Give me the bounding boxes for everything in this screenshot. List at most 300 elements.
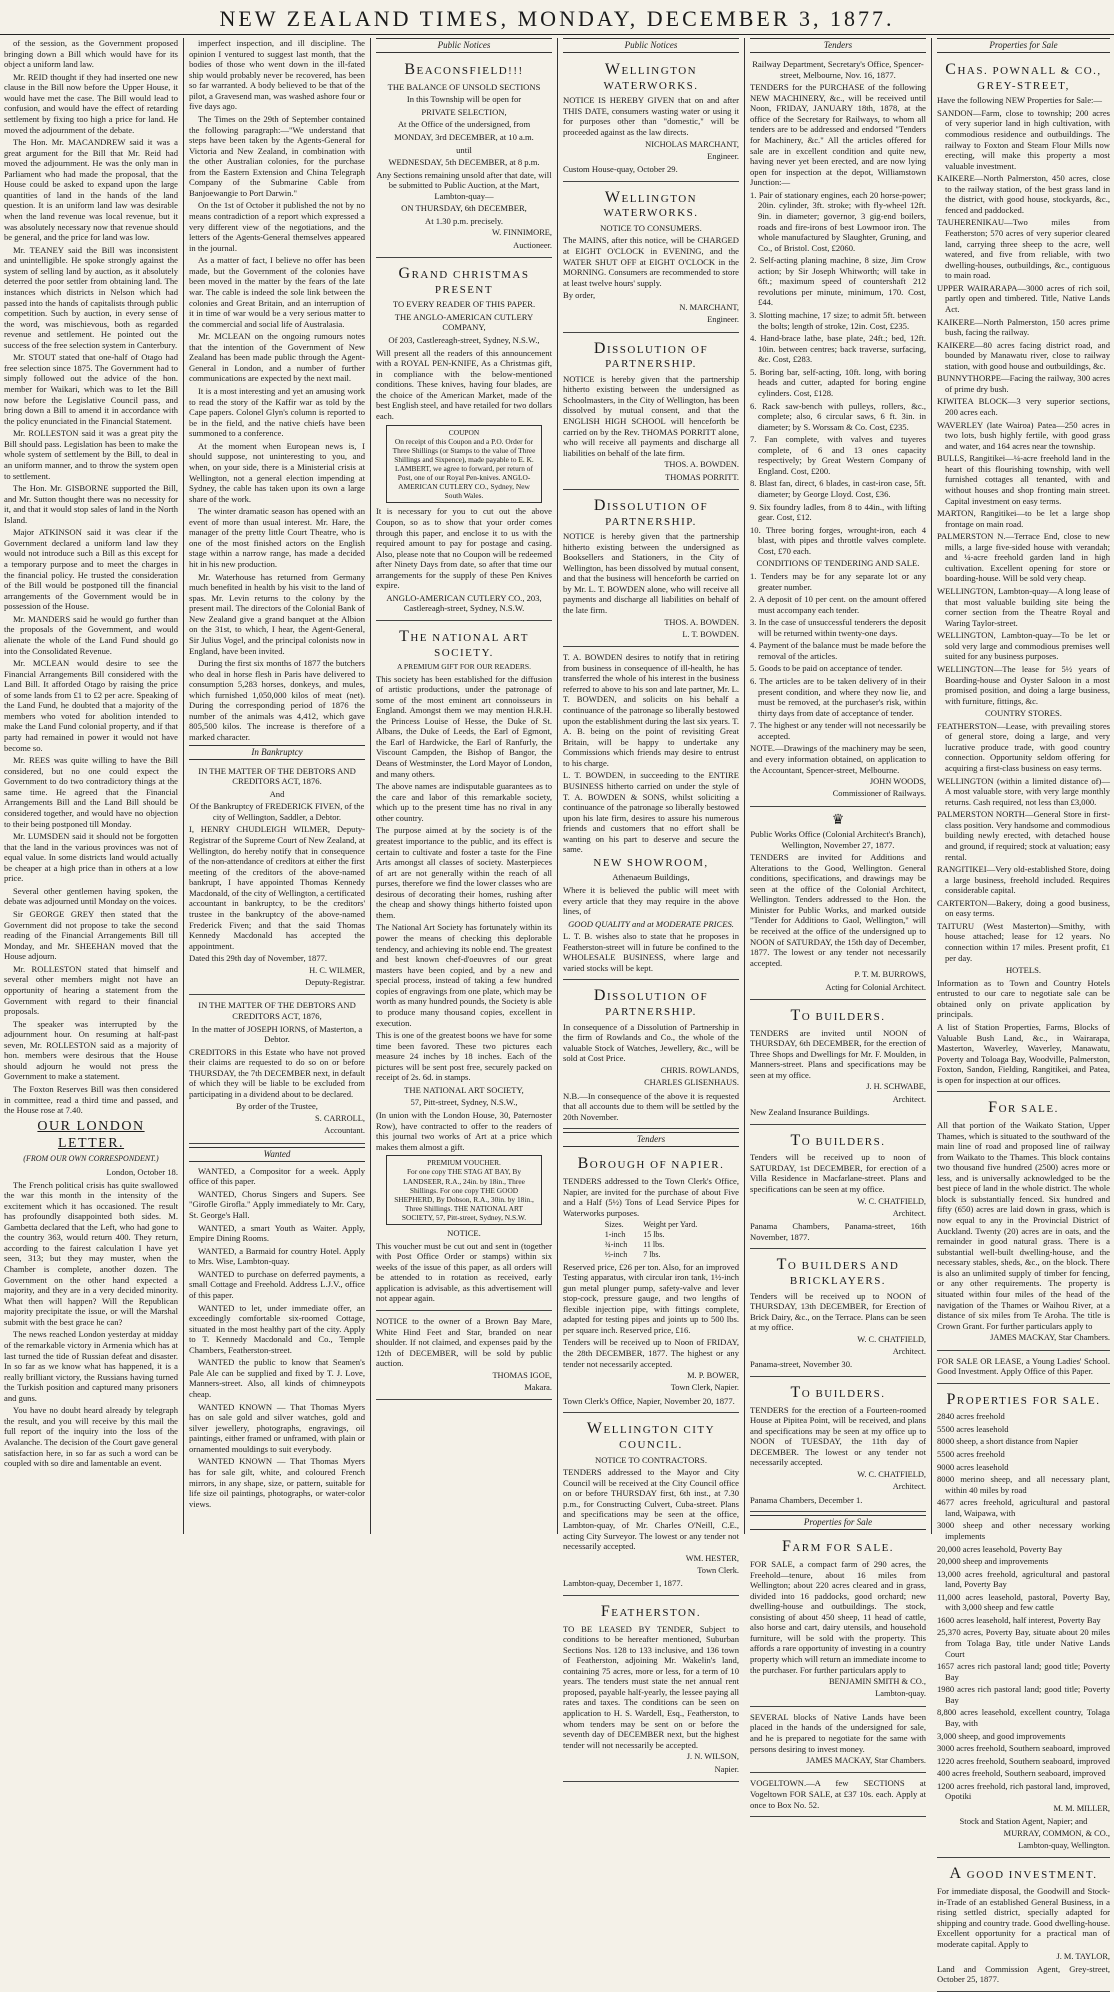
ad-title: WELLINGTON CITY COUNCIL. [586,1420,716,1452]
notice-text: This voucher must be cut out and sent in (together with Post Office Order or stamps) within six weeks of the issue of this paper, as all orders will be attended to in rotation as received, early application is advisable, as this advertisement will not appear again. [376,1240,552,1304]
ad-signature: W. C. CHATFIELD, [857,1470,926,1480]
napier-properties-ad [937,1387,1110,1859]
wanted-ad: WANTED, Chorus Singers and Supers. See "Girofle Girofla." Apply immediately to Mr. Cary, St. George's Hall. [189,1188,365,1220]
ad-line: THE BALANCE OF UNSOLD SECTIONS [387,81,541,92]
builders-tender-schwabe [750,1003,926,1125]
property-item: BUNNYTHORPE—Facing the railway, 300 acres of prime dry bush. [937,373,1110,394]
crown-emblem-icon: ♛ [831,812,845,828]
country-stores-list [937,721,1110,963]
brown-mare-notice [376,1314,552,1400]
property-item: 1657 acres rich pastoral land; good title; Poverty Bay [937,1661,1110,1682]
ad-role: Engineer. [707,151,739,161]
ad-role: Engineer. [707,315,739,325]
property-item: 3000 acres freehold, Southern seaboard, improved [937,1743,1111,1754]
ad-department: Railway Department, Secretary's Office, Spencer-street, Melbourne, Nov. 16, 1877. [752,59,924,80]
ad-role: Architect. [892,1347,926,1357]
ad-line: ON THURSDAY, 6th DECEMBER, [401,203,527,214]
notice-role: Deputy-Registrar. [305,978,365,988]
machinery-item: 1. Pair of stationary engines, each 20 horse-power; 20in. cylinder, 3ft. stroke; with fly-wheel 12ft. 9in. in diameter; governor, 3 gig-end boilers, roads and fire-irons of best Lowmoor iron. The whole manufactured by Slaughter, Gruning, and Co., of Bristol. Cost, £2060. [750,189,926,253]
ad-subtitle: NOTICE TO CONTRACTORS. [595,1454,707,1465]
wanted-ad: WANTED, a Compositor for a week. Apply office of this paper. [189,1165,365,1187]
ad-body: TO BE LEASED BY TENDER, Subject to conditions to be hereafter mentioned, Suburban Sections Nos. 128 to 133 inclusive, and 136 town of Featherston, adjoining Mr. Wakelin's land, containing 75 acres, more or less, for a term of 10 years. The tenders must state the net annual rent proposed, payable half-yearly, the lessee paying all rates and taxes. The conditions can be seen on application to H. S. Wardell, Esq., Featherston, to whom tenders may be sent on or before the seventh day of DECEMBER next, but the highest tender will not necessarily be accepted. [563,1623,739,1750]
ad-place: New Zealand Insurance Buildings. [750,1107,870,1118]
machinery-list [750,190,926,557]
property-item: 25,370 acres, Poverty Bay, situate about 20 miles from Tolaga Bay, title under Native Lands Court [937,1627,1110,1659]
ad-body: TENDERS addressed to the Town Clerk's Office, Napier, are invited for the purchase of about Five and a Half (5½) Tons of Lead Service Pipes for Waterworks purposes. [563,1175,739,1218]
wanted-ad: WANTED, a Barmaid for country Hotel. Apply to Mrs. Wise, Lambton-quay. [189,1245,365,1267]
article-paragraph: Sir GEORGE GREY then stated that the Government did not propose to take the second reading of the Financial Arrangements Bill till Monday, and Mr. SHEEHAN moved that the House adjourn. [4,909,178,962]
ad-body: Reserved price, £26 per ton. Also, for an improved Testing apparatus, with circular iron tank, 1½-inch gun metal plunger pump, safety-valve and lever stop-cock, pressure gauge, and two lengths of flexible injection pipe, with fittings complete, adapted for testing pipes and joints up to 500 lbs. per square inch. Reserved price, £16. [563,1261,739,1335]
ad-role: Town Clerk, Napier. [670,1383,739,1393]
waterworks-consumers-notice [563,185,739,333]
property-item: WELLINGTON—The lease for 5½ years of Boarding-house and Oyster Saloon in a most promised position, and doing a large business, with furniture, fittings, &c. [937,663,1110,706]
ad-line: In this Township will be open for [406,94,522,105]
ad-signature: THOMAS IGOE, [492,1370,552,1380]
ad-line: At 1.30 p.m. precisely. [425,215,503,226]
property-item: 20,000 acres leasehold, Poverty Bay [937,1543,1063,1554]
article-paragraph: Mr. MCLEAN on the ongoing rumours notes that the intention of the Government of New Zealand has been made public through the Agent-General in London, and a number of further communications are expected by the next mail. [189,331,365,384]
ad-by-order: By order, [563,290,596,301]
parliament-report [4,38,178,1116]
ad-place: Makara. [524,1383,552,1393]
ad-title: CHAS. POWNALL & CO., GREY-STREET, [945,61,1102,92]
column-3 [376,38,552,1534]
article-paragraph: Mr. MANDERS said he would go further than the proposals of the Government, and would alienate the whole of the Land Fund should go into the Consolidated Revenue. [4,613,178,656]
ad-place: Panama-street, November 30. [750,1359,853,1370]
article-paragraph: The Hon. Mr. GISBORNE supported the Bill, and Mr. Sutton thought there was no necessity for it, and that it would stop sales of land in the North Island. [4,483,178,525]
ad-body: NOTICE is hereby given that the partnership hitherto existing between the undersigned as Booksellers and Stationers, in the City of Wellington, has been dissolved by mutual consent, and that the business will henceforth be carried on by Mr. L. T. BOWDEN alone, who will receive all payments and discharge all liabilities on behalf of the late firm. [563,531,739,615]
notice-body: I, HENRY CHUDLEIGH WILMER, Deputy-Registrar of the Supreme Court of New Zealand, at Wellington, do hereby notify that in consequence of the non-attendance of creditors at either the first meeting of the creditors of the above-named bankrupt, I have appointed Thomas Kennedy Macdonald, of the city of Wellington, a certificated accountant in bankruptcy, to be the creditors' trustee in the bankruptcy of the above-named Frederick Fiven; and that the said Thomas Kennedy Macdonald has accepted the appointment. [189,824,365,951]
napier-borough-tender [563,1151,739,1413]
ad-paragraph: This is one of the greatest boons we have for some time been favored. These two pictures each measure 24 inches by 18 inches. Each of the pictures will be sent post free, securely packed on receipt of 2s. 6d. in stamps. [376,1030,552,1083]
ad-title: PROPERTIES FOR SALE. [946,1390,1101,1408]
ad-signature: NICHOLAS MARCHANT, [645,139,739,149]
ad-title: BOROUGH OF NAPIER. [577,1155,725,1173]
ad-body: It is necessary for you to cut out the above Coupon, so as to show that your order comes through this paper, and enclose it to us with the required amount to pay for postage and casing. Also, please note that no Coupon will be redeemed after Ninety Days from date, so after that time our arrangements for the supply of these Pen Knives expire. [376,506,552,591]
coupon-box [386,425,542,504]
wanted-section-header: Wanted [189,1147,365,1162]
wanted-ads [189,1166,365,1509]
wanted-ad: WANTED to let, under immediate offer, an exceedingly comfortable six-roomed Cottage, situated in the most healthy part of the city. Apply to T. Kennedy Macdonald and Co., Temple Chambers, Featherston-street. [189,1302,365,1355]
wanted-ad: WANTED KNOWN — That Thomas Myers has on sale gold and silver watches, gold and silver jewellery, photographs, engravings, oil paintings, either framed or unframed, with plain or ornamented mouldings to suit everybody. [189,1401,365,1454]
national-art-society-ad [376,624,552,1311]
ladies-school-ad [937,1354,1110,1384]
ad-signature: CHARLES GLISENHAUS. [644,1078,739,1088]
condition-item: 4. Payment of the balance must be made before the removal of the articles. [750,640,926,661]
gaol-additions-tender [750,810,926,1000]
article-paragraph: As a matter of fact, I believe no offer has been made, but the Government of the colonies have been moved in the matter by the fears of the late war. The cable is indeed the sole link between the colonies and Great Britain, and an interruption of it in time of war would be a very serious matter to the commercial and social life of Australasia. [189,255,365,329]
article-paragraph: Mr. MCLEAN would desire to see the Financial Arrangements Bill considered with the Land Bill. It afforded Otago by raising the price of some lands from £1 to £2 per acre. Speaking of the Land Fund, he doubted that a majority of the members who voted for abolition intended to make the Land Fund colonial property, and if that party had remained in power it would not have become so. [4,658,178,753]
ad-place: Panama Chambers, Panama-street, 16th November, 1877. [750,1221,926,1242]
condition-item: 6. The articles are to be taken delivery of in their present condition, and where they now lie, and must be removed, at the purchaser's risk, within thirty days from date of acceptance of tender. [750,676,926,718]
condition-item: 5. Goods to be paid on acceptance of tender. [750,663,903,674]
farm-for-sale-ad [750,1534,926,1707]
native-lands-ad [750,1710,926,1774]
table-row [597,1220,705,1230]
ad-subtitle: A PREMIUM GIFT FOR OUR READERS. [396,662,532,672]
table-cell: 7 lbs. [643,1249,661,1259]
tenders-section-header: Tenders [563,1132,739,1147]
property-item: 8000 merino sheep, and all necessary plant, within 40 miles by road [937,1474,1110,1495]
bankruptcy-section-header: In Bankruptcy [189,745,365,760]
society-address: 57, Pitt-street, Sydney, N.S.W., [410,1097,518,1108]
hotels-text: A list of Station Properties, Farms, Blocks of Valuable Bush Land, &c., in Wairarapa, Masterton, Waverley, Waverley, Manawatu, Poverty and Toloaga Bay, Woodville, Palmerston, Foxton, Sandon, Fielding, Rangitikei, and Patea, is open for inspection at our offices. [937,1021,1110,1085]
ad-title: GRAND CHRISTMAS PRESENT [398,265,530,296]
property-item: 1980 acres rich pastoral land; good title; Poverty Bay [937,1684,1110,1705]
ad-line: WEDNESDAY, 5th DECEMBER, at 8 p.m. [388,157,540,168]
dissolution-rowlands [563,983,739,1129]
ad-line: until [456,144,472,155]
bowden-showroom-ad [563,650,739,980]
table-cell: ½-inch [604,1249,628,1259]
article-paragraph: On the 1st of October it published the not by no means contradiction of a report which expressed a very different view of the negotiations, and the letters of the Agents-General themselves appeared in the journal. [189,200,365,253]
ad-body: Tenders will be received up to Noon of FRIDAY, the 28th DECEMBER, 1877. The highest or any tender not necessarily accepted. [563,1337,739,1369]
column-2 [189,38,365,1534]
ad-body: NOTICE is hereby given that the partnership hitherto existing between the undersigned as Schoolmasters, in the City of Wellington, has been dissolved by mutual consent, and that the ENGLISH HIGH SCHOOL will henceforth be carried on by the Rev. THOMAS PORRITT alone, who will receive all payments and discharge all liabilities on behalf of the late firm. [563,373,739,458]
featherston-lease-tender [563,1599,739,1782]
railway-machinery-tender [750,57,926,807]
waterworks-notice [563,57,739,182]
ad-subtitle: NOTICE TO CONSUMERS. [600,222,702,233]
article-paragraph: Mr. STOUT stated that one-half of Otago had free selection since 1875. The Government had to simply followed out the advice of the hon. member for Waikari, which was to let the Bill now before the Legislative Council pass, and bring down a Bill to amend it in accordance with the policy enunciated in the Financial Statement. [4,352,178,426]
conditions-list [750,571,926,741]
builders-tender-pipitea [750,1380,926,1512]
hotels-text: Information as to Town and Country Hotels entrusted to our care to negotiate sale can be obtained only on private application by principals. [937,977,1110,1020]
notice-signature: S. CARROLL, [314,1114,365,1124]
notice-title: IN THE MATTER OF THE DEBTORS AND CREDITORS ACT, 1876. [198,765,356,787]
property-item: MARTON, Rangitikei—to be let a large shop frontage on main road. [937,508,1110,529]
property-item: UPPER WAIRARAPA—3000 acres of rich soil, partly open and timbered. Title, Native Lands Act. [937,282,1110,314]
masthead-title: NEW ZEALAND TIMES, MONDAY, DECEMBER 3, 1877. [219,6,895,31]
ad-body: TENDERS addressed to the Mayor and City Council will be received at the City Council office on or before THURSDAY first, 6th inst., at 7.30 p.m., for Constructing Culvert, Cuba-street. Plans and specifications may be seen at the office, Lambton-quay, of Mr. Charles O'Neill, C.E., acting City Surveyor. The lowest or any tender not necessarily accepted. [563,1467,739,1552]
ad-title: BEACONSFIELD!!! [404,61,524,79]
ad-body: VOGELTOWN.—A few SECTIONS at Vogeltown FOR SALE, at £37 10s. each. Apply at once to Box No. 52. [750,1778,926,1810]
ad-intro: Have the following NEW Properties for Sale:— [937,95,1102,106]
ad-body [376,674,552,1083]
ad-slogan: GOOD QUALITY and at MODERATE PRICES. [568,918,734,929]
ad-body: T. A. BOWDEN desires to notify that in retiring from business in consequence of ill-health, he has transferred the whole of his interest in the business referred to above to his son and late partner, Mr. L. T. BOWDEN, and solicits on his behalf a continuance of the patronage so liberally bestowed upon the establishment during the last six years. T. A. B. being on the point of revisiting Great Britain, will be happy to undertake any Commissions which friends may desire to entrust to his charge. [563,652,739,768]
london-letter-title: OUR LONDON LETTER. [37,1118,145,1151]
ad-body: L. T. BOWDEN, in succeeding to the ENTIRE BUSINESS hitherto carried on under the style of T. A. BOWDEN & SONS, whilst soliciting a continuance of the patronage so liberally bestowed upon his late firm, desires to assure his numerous friends and customers that no effort shall be wanting on his part to deserve and secure the same. [563,770,739,855]
ad-title: TO BUILDERS. [790,1006,886,1024]
ad-title: FEATHERSTON. [600,1602,702,1620]
voucher-text: For one copy THE STAG AT BAY, By LANDSEER, R.A., 24in. by 18in., Three Shillings. For one copy THE GOOD SHEPHERD, By Dobson, R.A., 30in. by 18in., Three Shillings. THE NATIONAL ART SOCIETY, 57, Pitt-street, Sydney, N.S.W. [394,1167,534,1222]
table-row [597,1230,705,1240]
ad-signature: J. N. WILSON, [686,1752,739,1762]
property-list [937,108,1110,706]
country-stores-heading: COUNTRY STORES. [985,708,1062,719]
property-list [937,1411,1110,1802]
property-item: KAIKERE—80 acres facing district road, and bounded by Manawatu river, close to railway station, with good house and outbuildings, &c. [937,339,1110,371]
ad-signature: W. C. CHATFIELD, [857,1334,926,1344]
ad-body: TENDERS are invited until NOON of THURSDAY, 6th DECEMBER, for the erection of Three Shops and Dwellings for Mr. F. Moulden, in Manners-street. Plans and specifications may be seen at my office. [750,1027,926,1080]
ad-address: Of 203, Castlereagh-street, Sydney, N.S.W., [388,335,540,346]
table-cell: 1-inch [604,1230,626,1240]
ad-title: TO BUILDERS AND BRICKLAYERS. [776,1256,900,1287]
ad-title: TO BUILDERS. [790,1383,886,1401]
ad-signature: N. MARCHANT, [679,302,739,312]
ad-body: For immediate disposal, the Goodwill and Stock-in-Trade of an established General Business, in a rising settled district, specially adapted for shipping and country trade. Good dwelling-house. Excellent opportunity for a practical man of moderate capital. Apply to [937,1886,1110,1949]
waikato-station-ad [937,1095,1110,1350]
ad-body: All that portion of the Waikato Station, Upper Thames, which is situated to the southward of the main line of road and proposed line of railway from Waikato to the Thames. This block contains two thousand five hundred (2500) acres more or less, and is universally acknowledged to be the best piece of land in the whole district. The whole block is substantially fenced. Six hundred and fifty (650) acres are laid down in grass, which is now equal to any in the Provincial District of Auckland. Twenty (20) acres are in oats, and the remainder in good natural grass. There is a substantial well-built dwelling-house, and the necessary stables, sheds, &c., on the block. There is also an unlimited supply of timber for fencing, or any other requirements. The property is situated within four miles of the head of the navigation of the Thames or Waihou River, at a distance of six miles from Te Aroha. The title is Crown Grant. For further particulars apply to [937,1119,1110,1331]
article-paragraph: Mr. ROLLESTON said it was a great pity the Bill should pass. Legislation has been to make the whole system of settlement by the Bill, to deal in an uniform manner, and to throw the system open to settlement. [4,428,178,481]
ad-paragraph: The above names are indisputable guarantees as to the care and labor of this remarkable society, which up to the present time has no rival in any other country. [376,781,552,823]
property-item: 13,000 acres freehold, agricultural and pastoral land, Poverty Bay [937,1568,1110,1590]
table-cell: ¾-inch [604,1239,628,1249]
wanted-ad: WANTED the public to know that Seamen's Pale Ale can be supplied and fixed by T. J. Love, Manners-street. Also, all kinds of chimneypots cheap. [189,1357,365,1399]
article-paragraph: The Hon. Mr. MACANDREW said it was a great argument for the Bill that Mr. Reid had moved the adjournment. He was the only man in Parliament who had made the proposal, that the House could be asked to expand upon the large quantities of land in the hands of the land question. It is an uniform land law was desirable when the land revenue was local revenue, but it was absolutely necessary now that revenue should be general, and the price for land was low. [4,137,178,243]
showroom-title: NEW SHOWROOM, [593,856,709,869]
property-item: KAIKERE—North Palmerston, 150 acres prime bush, facing the railway. [937,316,1110,338]
masthead [0,0,1114,35]
table-row [597,1250,705,1260]
column-rule [370,38,371,1534]
ad-title: TO BUILDERS. [790,1131,886,1149]
notice-title: IN THE MATTER OF THE DEBTORS AND CREDITORS ACT, 1876, [198,1000,356,1021]
property-item: TAUHERENIKAU—Two miles from Featherston; 570 acres of very superior cleared land, carrying three sheep to the acre, well watered, and five from reliable, with two dwelling-houses, outbuildings, &c., contiguous to main road. [937,217,1110,281]
ad-title: DISSOLUTION OF PARTNERSHIP. [593,339,709,371]
property-item: WAVERLEY (late Wairoa) Patea—250 acres in two lots, bush highly fertile, with good grass and water, and 164 acres near the township. [937,419,1110,451]
store-item: WELLINGTON (within a limited distance of)—A most valuable store, with very large monthly returns. Cash required, not less than £3,000. [937,775,1110,807]
property-item: BULLS, Rangitikei—¼-acre freehold land in the heart of this flourishing township, with well furnished cottages all tenanted, with and without houses and shop fronting main street. Capital investment on easy terms. [937,453,1110,506]
property-item: 4677 acres freehold, agricultural and pastoral land, Waipawa, with [937,1497,1110,1518]
article-paragraph: During the first six months of 1877 the butchers who deal in horse flesh in Paris have delivered to consumption 5,283 horses, donkeys, and mules, which furnished 1,050,000 kilos of meat (net). During the corresponding period of 1876 the number of the animals was 4,412, which gave 805,500 kilos. The increase is therefore of a marked character. [189,658,365,742]
machinery-item: 5. Boring bar, self-acting, 10ft. long, with boring heads and cutter, adapted for boring engine cylinders. Cost, £128. [750,366,926,398]
article-paragraph: Mr. LUMSDEN said it should not be forgotten that the land in the various provinces was not of equal value. In some districts land would actually be cheaper at a high price than in others at a low price. [4,831,178,884]
property-item: PALMERSTON N.—Terrace End, close to new mills, a large five-sided house with verandah; and ¼-acre freehold garden land in high cultivation. Excellent opening for store or boarding-house. Will be sold very cheap. [937,531,1110,584]
ad-signature: M. P. BOWER, [687,1371,739,1381]
coupon-title: COUPON [448,427,480,437]
property-item: 400 acres freehold, Southern seaboard, improved [937,1768,1106,1779]
property-item: 2840 acres freehold [937,1411,1005,1422]
london-letter-body [4,1180,178,1469]
article-paragraph: The Foxton Reserves Bill was then considered in committee, read a third time and passed, and the House rose at 7.40. [4,1084,178,1116]
ad-place: Napier. [714,1764,739,1774]
dissolution-booksellers [563,493,739,647]
ad-role: Town Clerk. [697,1565,739,1575]
ad-signature: J. H. SCHWABE, [866,1082,926,1092]
ad-line: At the Office of the undersigned, from [397,119,531,130]
ad-role: Commissioner of Railways. [832,789,926,799]
ad-signature: JAMES MACKAY, Star Chambers. [990,1333,1110,1343]
ad-date: Town Clerk's Office, Napier, November 20, 1877. [563,1395,735,1406]
notice-by-order: By order of the Trustee, [236,1101,318,1112]
article-paragraph: The news reached London yesterday at midday of the remarkable victory in Armenia which has at last turned the tide of Russian defeat and disaster. In so far as we know what has happened, it is a really brilliant victory, the Russians having turned the Turkish position and captured many prisoners and guns. [4,1329,178,1403]
ad-line: Any Sections remaining unsold after that date, will be submitted to Public Auction, at the Mart, Lambton-quay— [376,169,552,201]
ad-signature: THOS. A. BOWDEN. [664,617,739,627]
condition-item: 2. A deposit of 10 per cent. on the amount offered must accompany each tender. [750,594,926,615]
property-item: SANDON—Farm, close to township; 200 acres of very superior land in high cultivation, with commodious residence and outbuildings. The railway to Foxton and Steam Flour Mills now erecting, will make this property a most valuable investment. [937,107,1110,171]
ad-paragraph: The purpose aimed at by the society is of the greatest importance to the public, and its effect is certain to cultivate and foster a taste for the Fine Arts amongst all classes of society. Masterpieces of art are not generally within the reach of all purses, therefore we find the lower classes who are desirous of decorating their homes, rushing after the cheap and showy things hitherto foisted upon them. [376,825,552,920]
notice-body: CREDITORS in this Estate who have not proved their claims are requested to do so on or before THURSDAY, the 7th DECEMBER next, in default of which they will be liable to be excluded from participating in a dividend about to be declared. [189,1046,365,1099]
ad-body: NOTICE IS HEREBY GIVEN that on and after THIS DATE, consumers wasting water or using it for purposes other than "domestic," will be proceeded against as the law directs. [563,95,739,137]
ad-place: Lambton-quay. [875,1689,926,1699]
store-item: PALMERSTON NORTH—General Store in first-class position. Very handsome and commodious building newly erected, with detached house and ground, if required; stock at valuation; easy rental. [937,809,1111,862]
ad-body: The MAINS, after this notice, will be CHARGED at EIGHT O'CLOCK in EVENING, and the WATER SHUT OFF at EIGHT O'CLOCK in the MORNING. Consumers are recommended to store at least twelve hours' supply. [563,235,739,288]
article-paragraph: Mr. REID thought if they had inserted one new clause in the Bill now before the Upper House, it would have met the case. The Bill would lead to confusion, and would have the effect of retarding settlement by fixing too high a price for land. He moved the adjournment of the debate. [4,71,178,135]
ad-title: WELLINGTON WATERWORKS. [603,61,699,92]
article-paragraph: At the moment when European news is, I should suppose, not uninteresting to you, and when, on your side, there is a Ministerial crisis at Wellington, not a general election impending at Sydney, the cable has taken upon its own a large share of the work. [189,440,365,504]
wanted-ad: WANTED KNOWN — That Thomas Myers has for sale gilt, white, and coloured French mirrors, in any shape, size, or pattern, suitable for life size oil paintings, photographs, or water-color views. [189,1456,365,1509]
store-item: RANGITIKEI—Very old-established Store, doing a large business, freehold included. Requires considerable capital. [937,864,1110,896]
machinery-item: 3. Slotting machine, 17 size; to admit 5ft. between the bolts; length of stroke, 12in. Cost, £235. [750,310,926,331]
notice-dated: Dated this 29th day of November, 1877. [189,953,328,964]
ad-body: FOR SALE, a compact farm of 290 acres, the Freehold—tenure, about 16 miles from Wellington; about 220 acres cleared and in grass, divided into 16 paddocks, good orchard; new dwelling-house and outbuildings. The stock, consisting of about 450 sheep, 11 head of cattle, also horse and cart, dairy utensils, and household furniture, will be sold with the property. This affords a rare opportunity of investing in a country property which will return an immediate income to the purchaser. For further particulars apply to [750,1558,926,1675]
article-paragraph: Mr. ROLLESTON stated that himself and several other members might not have an opportunity of hearing a statement from the Government with regard to their financial proposals. [4,963,178,1017]
ad-place: Land and Commission Agent, Grey-street, October 25, 1877. [937,1963,1110,1985]
article-paragraph: It is a most interesting and yet an amusing work to read the story of the Kaffir war as told by the Cape papers. Colonel Glyn's column is reported to be in the field, and the native chiefs have been summoned to a conference. [189,386,365,439]
store-item: CARTERTON—Bakery, doing a good business, on easy terms. [937,897,1110,919]
ad-role: Architect. [892,1482,926,1492]
ad-body: Will present all the readers of this announcement with a ROYAL PEN-KNIFE, As a Christmas gift, in compliance with the below-mentioned conditions. These knives, having four blades, are the choice of the American Market, made of the best English steel, and have retailed for two dollars each. [376,347,552,421]
machinery-item: 9. Six foundry ladles, from 8 to 44in., with lifting gear. Cost, £12. [750,501,926,523]
ad-body: Tenders will be received up to noon of SATURDAY, 1st DECEMBER, for erection of a Villa Residence in Macfarlane-street. Plans and specifications can be seen at my office. [750,1152,926,1194]
machinery-item: 2. Self-acting planing machine, 8 size, Jim Crow action; by Sir Joseph Whitworth; will take in 6ft.; maximum speed of countershaft 212 revolutions per minute, minimum, 170. Cost, £44. [750,255,926,308]
article-paragraph: Mr. Waterhouse has returned from Germany much benefited in health by his visit to the land of spas. Mr. Levin returns to the colony by the present mail. The directors of the Colonial Bank of New Zealand give a grand banquet at the Albion on the 31st, to which, I hear, the Agent-General, Sir Julius Vogel, and the principal colonists now in England, have been invited. [189,571,365,656]
column-rule [557,38,558,1534]
column-rule [744,38,745,1534]
ad-signature: CHRIS. ROWLANDS, [660,1065,739,1075]
ad-signature: JAMES MACKAY, Star Chambers. [806,1756,926,1766]
bricklayers-tender [750,1252,926,1377]
property-item: WELLINGTON, Lambton-quay—A long lease of that most valuable building site being the corner section from the Theatre Royal and Waring Taylor-street. [937,586,1110,628]
property-item: 5500 acres leasehold [937,1423,1009,1434]
column-1 [4,38,178,1534]
article-paragraph: The Times on the 29th of September contained the following paragraph:—"We understand that steps have been taken by the Agents-General for Victoria and New Zealand, in combination with the other Australian colonies, for the purchase from the Eastern Extension and China Telegraph Company of the Submarine Cable from Banjoewangie to Port Darwin." [189,113,365,198]
ad-body: NOTICE to the owner of a Brown Bay Mare, White Hind Feet and Star, branded on near shoulder. If not claimed, and expenses paid by the 12th of DECEMBER, will be sold by public auction. [376,1315,552,1369]
city-council-tender [563,1416,739,1595]
ad-body: FOR SALE OR LEASE, a Young Ladies' School. Good Investment. Apply Office of this Paper. [937,1355,1110,1377]
property-item: 3,000 sheep, and good improvements [937,1730,1066,1741]
property-item: 20,000 sheep and improvements [937,1556,1049,1567]
condition-item: 1. Tenders may be for any separate lot or any greater number. [750,570,926,592]
ad-body: TENDERS are invited for Additions and Alterations to the Good, Wellington. General conditions, specifications, and drawings may be seen at the office of the Colonial Architect, Wellington. Tenders addressed to the Hon. the Minister for Public Works, and marked outside "Tender for Additions to Gaol, Wellington," will be received at the office of the undersigned up to NOON of SATURDAY, the 15th day of December, 1877. The lowest or any tender not necessarily accepted. [750,852,926,968]
properties-section-header: Properties for Sale [750,1515,926,1530]
property-item: 1600 acres leasehold, half interest, Poverty Bay [937,1614,1101,1625]
property-item: 1220 acres freehold, Southern seaboard, improved [937,1755,1111,1766]
property-item: 3000 sheep and other necessary working implements [937,1520,1110,1541]
table-cell: 15 lbs. [643,1230,665,1240]
ad-body: TENDERS for the erection of a Fourteen-roomed House at Pipitea Point, will be received, and plans and specifications may be seen at my office up to NOON of TUESDAY, the 11th day of DECEMBER. The lowest or any tender not necessarily accepted. [750,1404,926,1468]
pownall-properties-ad [937,57,1110,1092]
ad-body: SEVERAL blocks of Native Lands have been placed in the hands of the undersigned for sale, and he is prepared to negotiate for the same with persons desiring to invest money. [750,1711,926,1754]
coupon-text: On receipt of this Coupon and a P.O. Order for Three Shillings (or Stamps to the value of Three Shillings and Sixpence), made payable to E. K. LAMBERT, we agree to forward, per return of Post, one of our Royal Pen-knives. ANGLO-AMERICAN CUTLERY CO., Sydney, New South Wales. [392,436,536,501]
ad-role: Architect. [892,1208,926,1218]
ad-lines [376,82,552,227]
machinery-item: 6. Rack saw-bench with pulleys, rollers, &c., complete; also, 6 circular saws, 6 ft. 3in. in diameter; by S. Worssam & Co. Cost, £235. [750,400,926,432]
property-item: WELLINGTON, Lambton-quay—To be let or sold very large and commodious premises well suited for any business purposes. [937,630,1110,662]
ad-signature: ANGLO-AMERICAN CUTLERY CO., 203, Castlereagh-street, Sydney, N.S.W. [386,592,542,614]
voucher-box [386,1155,542,1225]
ad-role: Architect. [892,1094,926,1104]
christmas-present-ad [376,261,552,621]
notice-debtor: Of the Bankruptcy of FREDERICK FIVEN, of the city of Wellington, Saddler, a Debtor. [189,801,365,822]
column-rule [183,38,184,1534]
properties-section-header: Properties for Sale [937,38,1110,53]
condition-item: 3. In the case of unsuccessful tenderers the deposit will be returned within twenty-one days. [750,617,926,638]
ad-role: Stock and Station Agent, Napier; and [959,1816,1088,1827]
public-notices-header: Public Notices [376,38,552,53]
showroom-building: Athenaeum Buildings, [612,872,690,883]
london-letter-continued [189,38,365,743]
ad-place: Panama Chambers, December 1. [750,1494,863,1505]
ad-date: Custom House-quay, October 29. [563,164,678,175]
notice-debtor: In the matter of JOSEPH IORNS, of Masterton, a Debtor. [191,1023,363,1045]
column-4 [563,38,739,1774]
ad-body: TENDERS for the PURCHASE of the following NEW MACHINERY, &c., will be received until Noon, FRIDAY, JANUARY 18th, 1878, at the office of the Secretary for Railways, to whom all tenders are to be addressed and endorsed "Tenders for Machinery, &c." All the articles offered for sale are in excellent condition and quite new, having never yet been erected, and are now lying open for inspection at the depot, Williamstown Junction:— [750,82,926,188]
ad-paragraph: This society has been established for the diffusion of artistic productions, under the patronage of some of the most eminent art connoisseurs in England. Amongst them we may mention H.R.H. the Princess Louise of Hesse, the Duke of St. Albans, the Duke of Leeds, the Earl of Egmont, the Earl of Hardwicke, the Earl of Ranfurly, the Viscount Campden, the Bishop of Bangor, the Deans of Westminster, the Lord Mayor of London, and many others. [376,673,552,779]
ad-signature: J. M. TAYLOR, [1056,1951,1110,1961]
notice-signature: H. C. WILMER, [309,965,365,975]
london-letter-date: London, October 18. [106,1166,178,1177]
ad-signature: W. FINNIMORE, [492,228,552,238]
ad-title: FOR SALE. [988,1099,1059,1117]
ad-signature: W. C. CHATFIELD, [857,1196,926,1206]
article-paragraph: of the session, as the Government proposed bringing down a Bill which would have for its object a uniform land law. [4,38,178,70]
ad-role: Acting for Colonial Architect. [825,982,926,992]
property-item: 5500 acres freehold [937,1449,1005,1460]
ad-signature: MURRAY, COMMON, & CO., [1003,1828,1110,1838]
table-cell: Weight per Yard. [643,1220,698,1230]
ad-signature: L. T. BOWDEN. [682,629,739,639]
public-notices-header: Public Notices [563,38,739,53]
builders-tender-villa [750,1128,926,1250]
condition-item: 7. The highest or any tender will not necessarily be accepted. [750,720,926,741]
ad-title: DISSOLUTION OF PARTNERSHIP. [593,987,709,1019]
wanted-ad: WANTED to purchase on deferred payments, a small Cottage and Freehold. Address L.J.V., office of this paper. [189,1268,365,1300]
ad-signature: WM. HESTER, [685,1553,739,1563]
ad-paragraph: The National Art Society has fortunately within its power the means of checking this deplorable tendency, and achieving its noble end. The greatest and best known chef-d'oeuvres of our great masters have been copied, and by a new and special process, instead of taking a few hundred copies of engravings from one plate, which may be worth as many hundred pounds, the Society is able to produce many thousand copies, excellent in execution. [376,922,552,1028]
ad-signature: THOS. A. BOWDEN. [664,460,739,470]
ad-body: Where it is believed the public will meet with every article that they may require in the above lines, of [563,884,739,917]
ad-body: L. T. B. wishes also to state that he proposes in Featherston-street will in future be confined to the WHOLESALE BUSINESS, where large and varied stocks will be kept. [563,931,739,973]
article-paragraph: You have no doubt heard already by telegraph the result, and you will receive by this mail the full report of the inquiry into the loss of the Avalanche. The decision of the Court gave general satisfaction here, in so far as such a word can be coupled with so dire and lamentable an event. [4,1405,178,1469]
dissolution-school [563,336,739,490]
machinery-item: 4. Hand-brace lathe, base plate, 24ft.; bed, 12ft. 10in. between centres; back traverse, surfacing, &c. Cost, £283. [750,333,926,365]
table-cell: Sizes. [604,1220,624,1230]
vogeltown-ad [750,1776,926,1817]
ad-signature: P. T. M. BURROWS, [854,970,926,980]
society-name: THE NATIONAL ART SOCIETY, [404,1084,524,1095]
ad-body: Tenders will be received up to NOON of THURSDAY, 13th DECEMBER, for Erection of Brick Dairy, &c., on the Terrace. Plans can be seen at my office. [750,1290,926,1333]
wanted-ad: WANTED, a smart Youth as Waiter. Apply, Empire Dining Rooms. [189,1222,365,1244]
property-item: 8,800 acres leasehold, excellent country, Tolaga Bay, with [937,1707,1110,1728]
property-item: 9000 acres leasehold [937,1461,1009,1472]
london-letter-subtitle: (FROM OUR OWN CORRESPONDENT.) [23,1154,159,1164]
ad-body: In consequence of a Dissolution of Partnership in the firm of Rowlands and Co., the whole of the valuable Stock of Watches, Jewellery, &c., will be sold at Cost Price. [563,1021,739,1064]
tenders-section-header: Tenders [750,38,926,53]
notice-and: And [269,788,285,799]
ad-signature: THOMAS PORRITT. [665,472,739,482]
ad-title: THE NATIONAL ART SOCIETY. [399,628,529,659]
article-paragraph: The speaker was interrupted by the adjournment hour. On resuming at half-past seven, Mr. ROLLESTON said as a majority of hon. members were desirous that the House should adjourn he would not press the Government to make a statement. [4,1018,178,1082]
good-investment-ad [937,1861,1110,1992]
machinery-item: 7. Fan complete, with valves and tuyeres complete, of 6 and 13 ones capacity respectively; by Great Western Company of England. Cost, £200. [750,434,926,476]
table-row [597,1240,705,1250]
ad-place: Lambton-quay, Wellington. [1018,1841,1110,1851]
article-paragraph: imperfect inspection, and ill discipline. The opinion I ventured to suggest last month, that the bodies of those who went down in the ill-fated ship would probably never be recovered, has been so far warranted. A body believed to be that of the pilot, a Gravesend man, was washed ashore four or five days ago. [189,38,365,112]
ad-title: WELLINGTON WATERWORKS. [603,188,699,220]
ad-line: MONDAY, 3rd DECEMBER, at 10 a.m. [394,131,534,142]
ad-title: FARM FOR SALE. [781,1538,895,1556]
article-paragraph: Mr. TEANEY said the Bill was inconsistent and unintelligible. He spoke strongly against the system of selling land by auction, as it absolutely deterred the poor settler from obtaining land. The instances which districts in Nelson which had passed into the hands of capitalists through public competition. Such by auction, in every sense of the word, was mischievous, both as regarded revenue and settlement. He pointed out the success of the free selection system in Canterbury. [4,244,178,350]
column-5 [750,38,926,1810]
notice-heading: NOTICE. [447,1228,481,1239]
beaconsfield-ad [376,57,552,258]
property-item: 8000 sheep, a short distance from Napier [937,1436,1079,1447]
ad-line: PRIVATE SELECTION, [421,106,507,117]
notice-role: Accountant. [324,1126,365,1136]
